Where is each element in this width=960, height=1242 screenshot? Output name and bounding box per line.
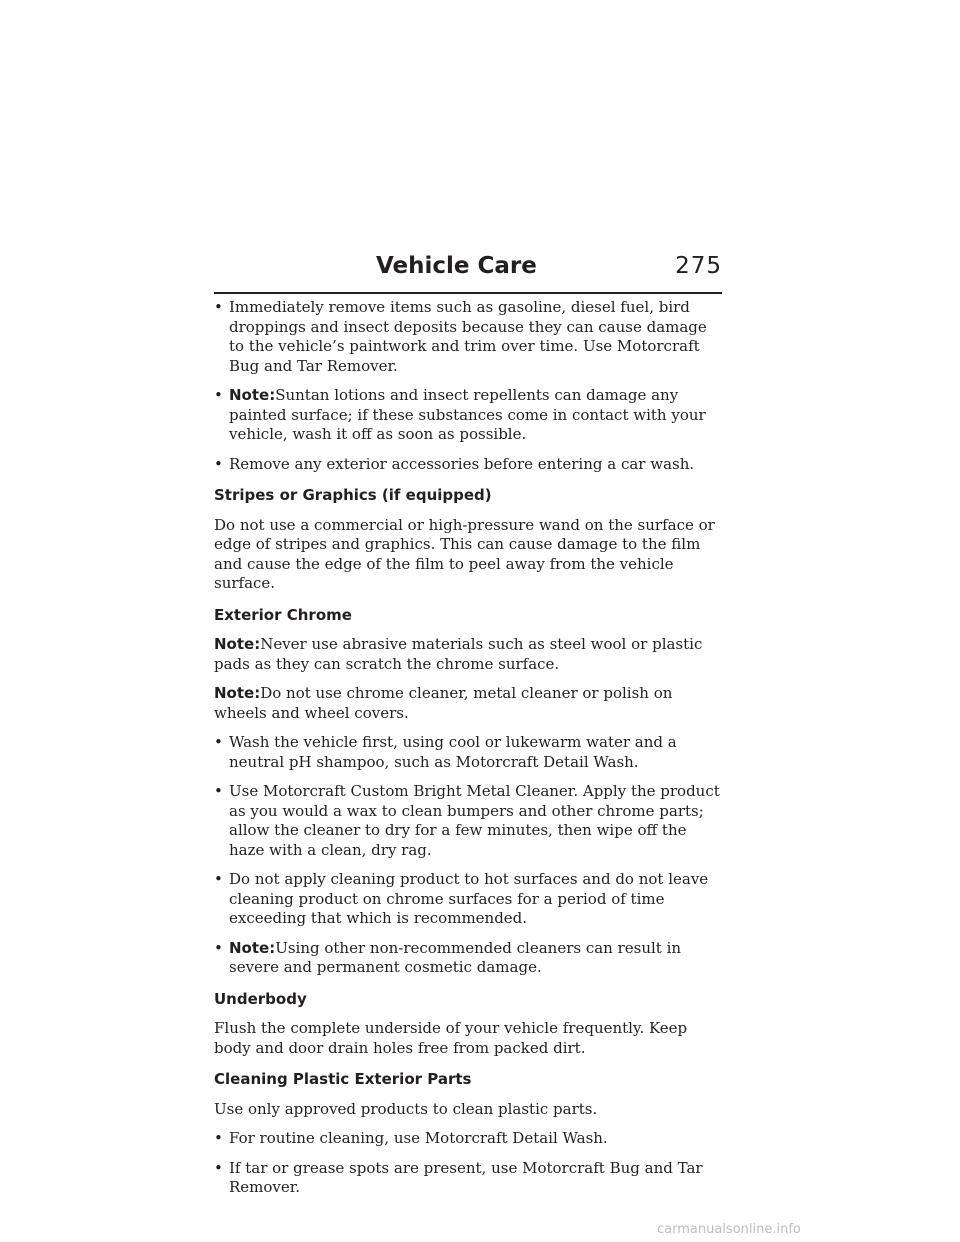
bullet-dot: • (214, 386, 223, 404)
header-rule (214, 292, 722, 294)
bullet-item (214, 386, 724, 445)
bullet-text: Do not apply cleaning product to hot surfaces and do not leave cleaning product on chrome surfaces for a period of time exceeding that which is recommended. (229, 870, 709, 927)
bullet-text: If tar or grease spots are present, use Motorcraft Bug and Tar Remover. (229, 1158, 703, 1196)
bullet-text: Use Motorcraft Custom Bright Metal Cleaner. Apply the product as you would a wax to clean bumpers and other chrome parts; allow the cleaner to dry for a few minutes, then wipe off the haze with a clean, dry rag. (229, 782, 720, 859)
note-label: Note: (229, 386, 276, 404)
bullet-item (214, 782, 724, 860)
bullet-text: Using other non-recommended cleaners can result in severe and permanent cosmetic damage. (229, 938, 682, 976)
note-text: Do not use chrome cleaner, metal cleaner or polish on wheels and wheel covers. (214, 684, 673, 722)
bullet-dot: • (214, 1158, 223, 1177)
page-content (214, 298, 724, 1208)
bullet-dot: • (214, 782, 223, 800)
bullet-item (214, 1129, 724, 1149)
bullet-dot: • (214, 298, 223, 316)
bullet-text: Suntan lotions and insect repellents can damage any painted surface; if these substances come in contact with your vehicle, wash it off as soon as possible. (229, 386, 706, 443)
note-label: Note: (214, 635, 261, 653)
chrome-note-2 (214, 684, 724, 723)
bullet-dot: • (214, 938, 223, 957)
plastic-paragraph: Use only approved products to clean plastic parts. (214, 1099, 598, 1118)
bullet-text: Remove any exterior accessories before entering a car wash. (229, 454, 695, 473)
page-header (214, 253, 722, 279)
bullet-text: Immediately remove items such as gasoline, diesel fuel, bird droppings and insect deposits because they can cause damage to the vehicle’s paintwork and trim over time. Use Motorcraft Bug and Tar Remover. (229, 298, 707, 375)
bullet-dot: • (214, 1129, 223, 1147)
plastic-heading: Cleaning Plastic Exterior Parts (214, 1070, 472, 1088)
underbody-paragraph: Flush the complete underside of your vehicle frequently. Keep body and door drain holes free from packed dirt. (214, 1019, 688, 1057)
note-text: Never use abrasive materials such as steel wool or plastic pads as they can scratch the chrome surface. (214, 635, 703, 673)
stripes-paragraph: Do not use a commercial or high-pressure wand on the surface or edge of stripes and graphics. This can cause damage to the film and cause the edge of the film to peel away from the vehicle surface. (214, 515, 715, 592)
chrome-bullet-list (214, 733, 724, 978)
page-number: 275 (675, 253, 722, 279)
chrome-heading: Exterior Chrome (214, 605, 352, 624)
note-label: Note: (229, 938, 276, 957)
note-label: Note: (214, 684, 261, 702)
underbody-heading: Underbody (214, 989, 307, 1008)
bullet-text: Wash the vehicle first, using cool or lukewarm water and a neutral pH shampoo, such as Motorcraft Detail Wash. (229, 733, 677, 771)
bullet-text: For routine cleaning, use Motorcraft Detail Wash. (229, 1129, 608, 1147)
watermark: carmanualsonline.info (657, 1222, 801, 1237)
bullet-dot: • (214, 454, 223, 473)
plastic-bullet-list (214, 1129, 724, 1198)
bullet-item (214, 298, 724, 376)
bullet-item (214, 455, 724, 475)
bullet-dot: • (214, 733, 223, 751)
bullet-item (214, 1159, 724, 1198)
intro-bullet-list (214, 298, 724, 474)
section-title: Vehicle Care (376, 253, 537, 279)
chrome-note-1 (214, 635, 724, 674)
bullet-item (214, 870, 724, 929)
bullet-dot: • (214, 870, 223, 888)
bullet-item (214, 733, 724, 772)
bullet-item (214, 939, 724, 978)
stripes-heading: Stripes or Graphics (if equipped) (214, 486, 492, 504)
